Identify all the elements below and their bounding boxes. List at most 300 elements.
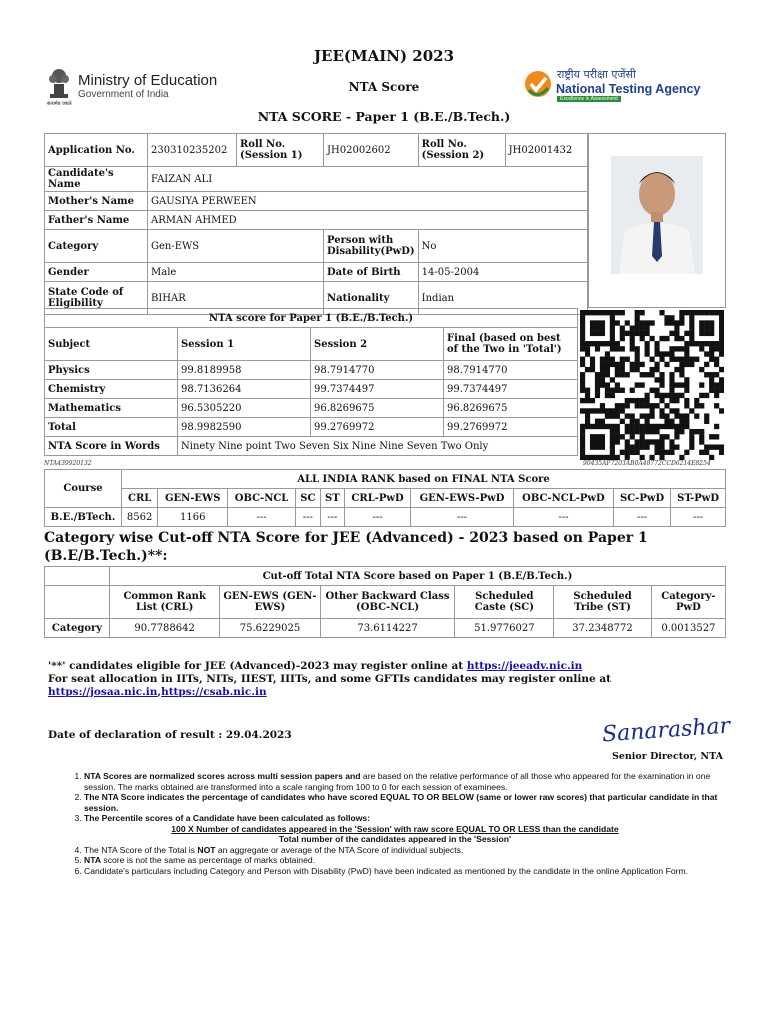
footnote-2-text: The NTA Score indicates the percentage of candidates who have scored EQUAL TO OR BELOW (same or lower raw scores) that particular candidate in that session. <box>84 792 718 813</box>
qr-module <box>664 413 669 418</box>
josaa-link[interactable]: https://josaa.nic.in <box>48 686 158 698</box>
qr-module <box>679 336 684 341</box>
qr-module <box>664 315 669 320</box>
table-row <box>45 508 726 527</box>
formula-numerator: 100 X Number of candidates appeared in the 'Session' with raw score EQUAL TO OR LESS than the candidate <box>171 823 619 834</box>
qr-module <box>620 357 625 362</box>
qr-module <box>689 331 694 336</box>
qr-module <box>659 444 664 449</box>
emblem-icon <box>44 66 74 106</box>
qr-module <box>659 450 664 455</box>
qr-module <box>684 419 689 424</box>
qr-module <box>645 393 650 398</box>
qr-module <box>600 434 605 439</box>
qr-module <box>714 346 719 351</box>
qr-module <box>615 434 620 439</box>
percentile-formula <box>54 824 736 845</box>
qr-module <box>640 310 645 315</box>
qr-module <box>714 357 719 362</box>
qr-module <box>684 403 689 408</box>
qr-module <box>719 310 724 315</box>
qr-module <box>585 367 590 372</box>
document-code-left: NTA439920132 <box>44 460 92 467</box>
qr-module <box>699 382 704 387</box>
qr-module <box>600 444 605 449</box>
name-label: Candidate's Name <box>45 167 148 192</box>
qr-module <box>704 450 709 455</box>
cutoff-header-st: Scheduled Tribe (ST) <box>554 586 652 619</box>
qr-module <box>679 315 684 320</box>
qr-module <box>640 398 645 403</box>
qr-module <box>605 357 610 362</box>
footnote-3 <box>84 813 736 845</box>
roll2-label: Roll No. (Session 2) <box>418 134 505 167</box>
qr-module <box>595 444 600 449</box>
qr-module <box>610 336 615 341</box>
qr-module <box>635 403 640 408</box>
footnote-5b: score is not the same as percentage of marks obtained. <box>101 855 316 865</box>
qr-module <box>605 341 610 346</box>
qr-module <box>640 320 645 325</box>
qr-module <box>659 439 664 444</box>
qr-module <box>704 413 709 418</box>
qr-module <box>630 413 635 418</box>
qr-module <box>635 398 640 403</box>
qr-module <box>610 362 615 367</box>
nta-logo-icon <box>524 70 552 98</box>
signature: Sanarashar <box>601 713 731 748</box>
qr-module <box>620 367 625 372</box>
qr-module <box>585 341 590 346</box>
rank-header-st: ST <box>320 489 344 508</box>
qr-module <box>699 326 704 331</box>
qr-module <box>664 393 669 398</box>
candidate-photo <box>611 156 703 274</box>
qr-module <box>689 315 694 320</box>
qr-module <box>684 351 689 356</box>
nta-hindi-name: राष्ट्रीय परीक्षा एजेंसी <box>557 68 636 81</box>
jeeadv-link[interactable]: https://jeeadv.nic.in <box>466 660 583 672</box>
document-code-right: 90435AF7203AB0A48772CCD6214E8254 <box>583 460 711 467</box>
score-words-value: Ninety Nine point Two Seven Six Nine Nine Seven Two Only <box>178 437 578 456</box>
qr-module <box>669 388 674 393</box>
qr-module <box>664 434 669 439</box>
qr-module <box>590 357 595 362</box>
rank-course: B.E./BTech. <box>45 508 122 527</box>
qr-module <box>669 377 674 382</box>
father-value: ARMAN AHMED <box>148 211 588 230</box>
qr-module <box>684 341 689 346</box>
qr-module <box>709 346 714 351</box>
qr-module <box>699 320 704 325</box>
qr-module <box>645 320 650 325</box>
rank-header-obc-ncl-pwd: OBC-NCL-PwD <box>513 489 613 508</box>
qr-module <box>630 336 635 341</box>
scores-header-final: Final (based on best of the Two in 'Total') <box>444 328 578 361</box>
qr-module <box>590 310 595 315</box>
qr-module <box>709 310 714 315</box>
qr-module <box>580 341 585 346</box>
qr-module <box>709 444 714 449</box>
qr-module <box>590 398 595 403</box>
qr-module <box>704 341 709 346</box>
jee-adv-note: '**' candidates eligible for JEE (Advanced)-2023 may register online at <box>48 660 467 672</box>
qr-module <box>679 357 684 362</box>
qr-code-icon <box>580 310 724 460</box>
qr-module <box>615 382 620 387</box>
qr-module <box>659 382 664 387</box>
qr-module <box>659 351 664 356</box>
qr-module <box>714 444 719 449</box>
qr-module <box>615 403 620 408</box>
cutoff-value: 37.2348772 <box>554 619 652 638</box>
father-label: Father's Name <box>45 211 148 230</box>
qr-module <box>674 429 679 434</box>
qr-module <box>580 408 585 413</box>
qr-module <box>719 351 724 356</box>
csab-link[interactable]: https://csab.nic.in <box>161 686 267 698</box>
qr-module <box>580 320 585 325</box>
qr-module <box>595 393 600 398</box>
qr-module <box>659 424 664 429</box>
rank-header-obc-ncl: OBC-NCL <box>228 489 296 508</box>
rank-header-sc-pwd: SC-PwD <box>613 489 670 508</box>
qr-module <box>719 346 724 351</box>
qr-module <box>689 408 694 413</box>
qr-module <box>635 419 640 424</box>
qr-module <box>640 429 645 434</box>
qr-module <box>709 388 714 393</box>
qr-module <box>664 320 669 325</box>
qr-module <box>679 310 684 315</box>
qr-module <box>620 403 625 408</box>
scores-table <box>44 308 578 456</box>
rank-value: 8562 <box>122 508 158 527</box>
qr-module <box>719 382 724 387</box>
subject-chemistry: Chemistry <box>45 380 178 399</box>
qr-module <box>615 310 620 315</box>
footnote-6-text: Candidate's particulars including Category and Person with Disability (PwD) have been indicated as mentioned by the candidate in the online Application Form. <box>84 865 689 876</box>
score-cell: 99.2769972 <box>444 418 578 437</box>
qr-module <box>610 388 615 393</box>
qr-module <box>615 413 620 418</box>
qr-module <box>625 357 630 362</box>
qr-module <box>645 372 650 377</box>
cutoff-value: 75.6229025 <box>220 619 320 638</box>
score-cell: 98.7136264 <box>178 380 311 399</box>
qr-module <box>640 413 645 418</box>
qr-module <box>709 326 714 331</box>
qr-module <box>610 444 615 449</box>
qr-module <box>664 419 669 424</box>
rank-course-label: Course <box>45 470 122 508</box>
qr-module <box>615 424 620 429</box>
qr-module <box>625 413 630 418</box>
qr-module <box>615 341 620 346</box>
qr-module <box>674 346 679 351</box>
qr-module <box>694 357 699 362</box>
qr-module <box>620 326 625 331</box>
qr-module <box>610 413 615 418</box>
qr-module <box>610 429 615 434</box>
category-value: Gen-EWS <box>148 230 324 263</box>
qr-module <box>650 357 655 362</box>
qr-module <box>654 444 659 449</box>
qr-module <box>684 382 689 387</box>
rank-header-gen-ews: GEN-EWS <box>158 489 228 508</box>
cutoff-header-sc: Scheduled Caste (SC) <box>455 586 554 619</box>
qr-module <box>699 310 704 315</box>
rank-caption: ALL INDIA RANK based on FINAL NTA Score <box>122 470 726 489</box>
qr-module <box>600 408 605 413</box>
score-cell: 99.2769972 <box>311 418 444 437</box>
qr-module <box>630 388 635 393</box>
footnote-4a: The NTA Score of the Total is <box>84 844 198 855</box>
state-value: BIHAR <box>148 282 324 315</box>
qr-module <box>595 434 600 439</box>
qr-module <box>600 367 605 372</box>
qr-module <box>645 429 650 434</box>
qr-module <box>620 331 625 336</box>
qr-module <box>689 434 694 439</box>
qr-module <box>610 357 615 362</box>
qr-module <box>640 336 645 341</box>
qr-module <box>679 419 684 424</box>
qr-module <box>635 439 640 444</box>
qr-module <box>689 341 694 346</box>
qr-module <box>605 388 610 393</box>
qr-module <box>654 393 659 398</box>
qr-module <box>650 320 655 325</box>
qr-module <box>630 429 635 434</box>
rank-table <box>44 469 726 527</box>
qr-module <box>719 444 724 449</box>
qr-module <box>595 377 600 382</box>
qr-module <box>580 315 585 320</box>
qr-module <box>714 393 719 398</box>
qr-module <box>689 326 694 331</box>
qr-module <box>654 403 659 408</box>
qr-module <box>664 362 669 367</box>
qr-module <box>580 336 585 341</box>
qr-module <box>595 341 600 346</box>
qr-module <box>674 331 679 336</box>
qr-module <box>615 346 620 351</box>
qr-module <box>689 320 694 325</box>
qr-module <box>580 429 585 434</box>
score-cell: 98.7914770 <box>311 361 444 380</box>
qr-module <box>635 367 640 372</box>
qr-module <box>694 429 699 434</box>
qr-module <box>674 393 679 398</box>
application-no-value: 230310235202 <box>148 134 237 167</box>
government-name: Government of India <box>78 89 169 100</box>
qr-module <box>615 408 620 413</box>
qr-module <box>699 346 704 351</box>
roll1-value: JH02002602 <box>324 134 419 167</box>
qr-module <box>595 372 600 377</box>
qr-module <box>679 413 684 418</box>
qr-module <box>650 403 655 408</box>
qr-module <box>610 315 615 320</box>
cutoff-value: 0.0013527 <box>651 619 725 638</box>
pwd-label: Person with Disability(PwD) <box>324 230 419 263</box>
qr-module <box>590 331 595 336</box>
qr-module <box>674 336 679 341</box>
qr-module <box>645 413 650 418</box>
rank-value: --- <box>613 508 670 527</box>
qr-module <box>679 372 684 377</box>
qr-module <box>610 346 615 351</box>
qr-module <box>669 424 674 429</box>
qr-module <box>580 357 585 362</box>
qr-module <box>630 398 635 403</box>
rank-value: --- <box>411 508 514 527</box>
qr-module <box>714 388 719 393</box>
application-no-label: Application No. <box>45 134 148 167</box>
qr-module <box>620 346 625 351</box>
qr-module <box>694 398 699 403</box>
footnote-4c: an aggregate or average of the NTA Score of individual subjects. <box>215 844 464 855</box>
qr-module <box>679 382 684 387</box>
qr-module <box>600 419 605 424</box>
qr-module <box>635 382 640 387</box>
qr-module <box>689 362 694 367</box>
qr-module <box>654 367 659 372</box>
qr-module <box>699 341 704 346</box>
nta-english-name: National Testing Agency <box>556 82 701 96</box>
qr-module <box>645 398 650 403</box>
paper-title: NTA SCORE - Paper 1 (B.E./B.Tech.) <box>257 109 511 124</box>
qr-module <box>669 450 674 455</box>
rank-value: --- <box>228 508 296 527</box>
qr-module <box>674 320 679 325</box>
qr-module <box>704 419 709 424</box>
cutoff-header-obc-ncl: Other Backward Class (OBC-NCL) <box>320 586 455 619</box>
qr-module <box>684 388 689 393</box>
scores-caption: NTA score for Paper 1 (B.E./B.Tech.) <box>45 309 578 328</box>
qr-module <box>714 424 719 429</box>
qr-module <box>654 450 659 455</box>
qr-module <box>625 320 630 325</box>
qr-module <box>640 331 645 336</box>
qr-module <box>679 367 684 372</box>
score-cell: 99.7374497 <box>444 380 578 399</box>
qr-module <box>719 320 724 325</box>
qr-module <box>679 424 684 429</box>
score-cell: 96.8269675 <box>311 399 444 418</box>
qr-module <box>580 362 585 367</box>
table-row <box>45 619 726 638</box>
footnote-5 <box>84 855 736 866</box>
cutoff-value: 73.6114227 <box>320 619 455 638</box>
qr-module <box>580 444 585 449</box>
qr-module <box>585 346 590 351</box>
qr-module <box>625 429 630 434</box>
qr-module <box>610 310 615 315</box>
qr-module <box>684 413 689 418</box>
qr-module <box>620 450 625 455</box>
qr-module <box>620 372 625 377</box>
qr-module <box>659 336 664 341</box>
qr-module <box>714 341 719 346</box>
qr-module <box>620 388 625 393</box>
qr-module <box>699 434 704 439</box>
qr-module <box>595 346 600 351</box>
qr-module <box>645 346 650 351</box>
qr-module <box>709 372 714 377</box>
rank-value: --- <box>295 508 320 527</box>
qr-module <box>585 408 590 413</box>
rank-header-sc: SC <box>295 489 320 508</box>
qr-module <box>679 429 684 434</box>
pwd-value: No <box>418 230 587 263</box>
qr-module <box>654 341 659 346</box>
qr-module <box>580 331 585 336</box>
footnote-1-text: are based on the relative performance of all those who appeared for the examination in one session. The marks obtained are transformed into a scale ranging from 100 to 0 for each session of examinees. <box>84 771 711 792</box>
qr-module <box>590 424 595 429</box>
score-cell: 96.8269675 <box>444 399 578 418</box>
qr-module <box>674 434 679 439</box>
qr-module <box>605 382 610 387</box>
qr-module <box>704 393 709 398</box>
qr-module <box>650 372 655 377</box>
qr-module <box>640 382 645 387</box>
qr-module <box>689 439 694 444</box>
qr-module <box>610 450 615 455</box>
mother-label: Mother's Name <box>45 192 148 211</box>
score-cell: 98.7914770 <box>444 361 578 380</box>
cutoff-heading: Category wise Cut-off NTA Score for JEE (Advanced) - 2023 based on Paper 1 (B.E/B.Tech.)**: <box>44 530 648 564</box>
subject-total: Total <box>45 418 178 437</box>
qr-module <box>719 341 724 346</box>
qr-module <box>635 351 640 356</box>
cutoff-empty <box>45 586 110 619</box>
qr-module <box>694 413 699 418</box>
qr-module <box>719 326 724 331</box>
qr-module <box>605 413 610 418</box>
qr-module <box>615 372 620 377</box>
rank-value: 1166 <box>158 508 228 527</box>
qr-module <box>719 388 724 393</box>
qr-module <box>635 429 640 434</box>
table-row <box>45 361 578 380</box>
qr-module <box>684 424 689 429</box>
dob-label: Date of Birth <box>324 263 419 282</box>
qr-module <box>635 310 640 315</box>
qr-module <box>600 357 605 362</box>
qr-module <box>630 331 635 336</box>
qr-module <box>714 403 719 408</box>
qr-module <box>585 398 590 403</box>
footnote-4 <box>84 845 736 856</box>
qr-module <box>699 450 704 455</box>
state-label: State Code of Eligibility <box>45 282 148 315</box>
qr-module <box>674 408 679 413</box>
qr-module <box>630 424 635 429</box>
qr-module <box>674 413 679 418</box>
qr-module <box>659 413 664 418</box>
qr-module <box>689 310 694 315</box>
qr-module <box>664 403 669 408</box>
qr-module <box>694 310 699 315</box>
qr-module <box>645 424 650 429</box>
qr-module <box>615 320 620 325</box>
qr-module <box>620 310 625 315</box>
qr-module <box>625 439 630 444</box>
qr-module <box>605 367 610 372</box>
qr-module <box>610 331 615 336</box>
